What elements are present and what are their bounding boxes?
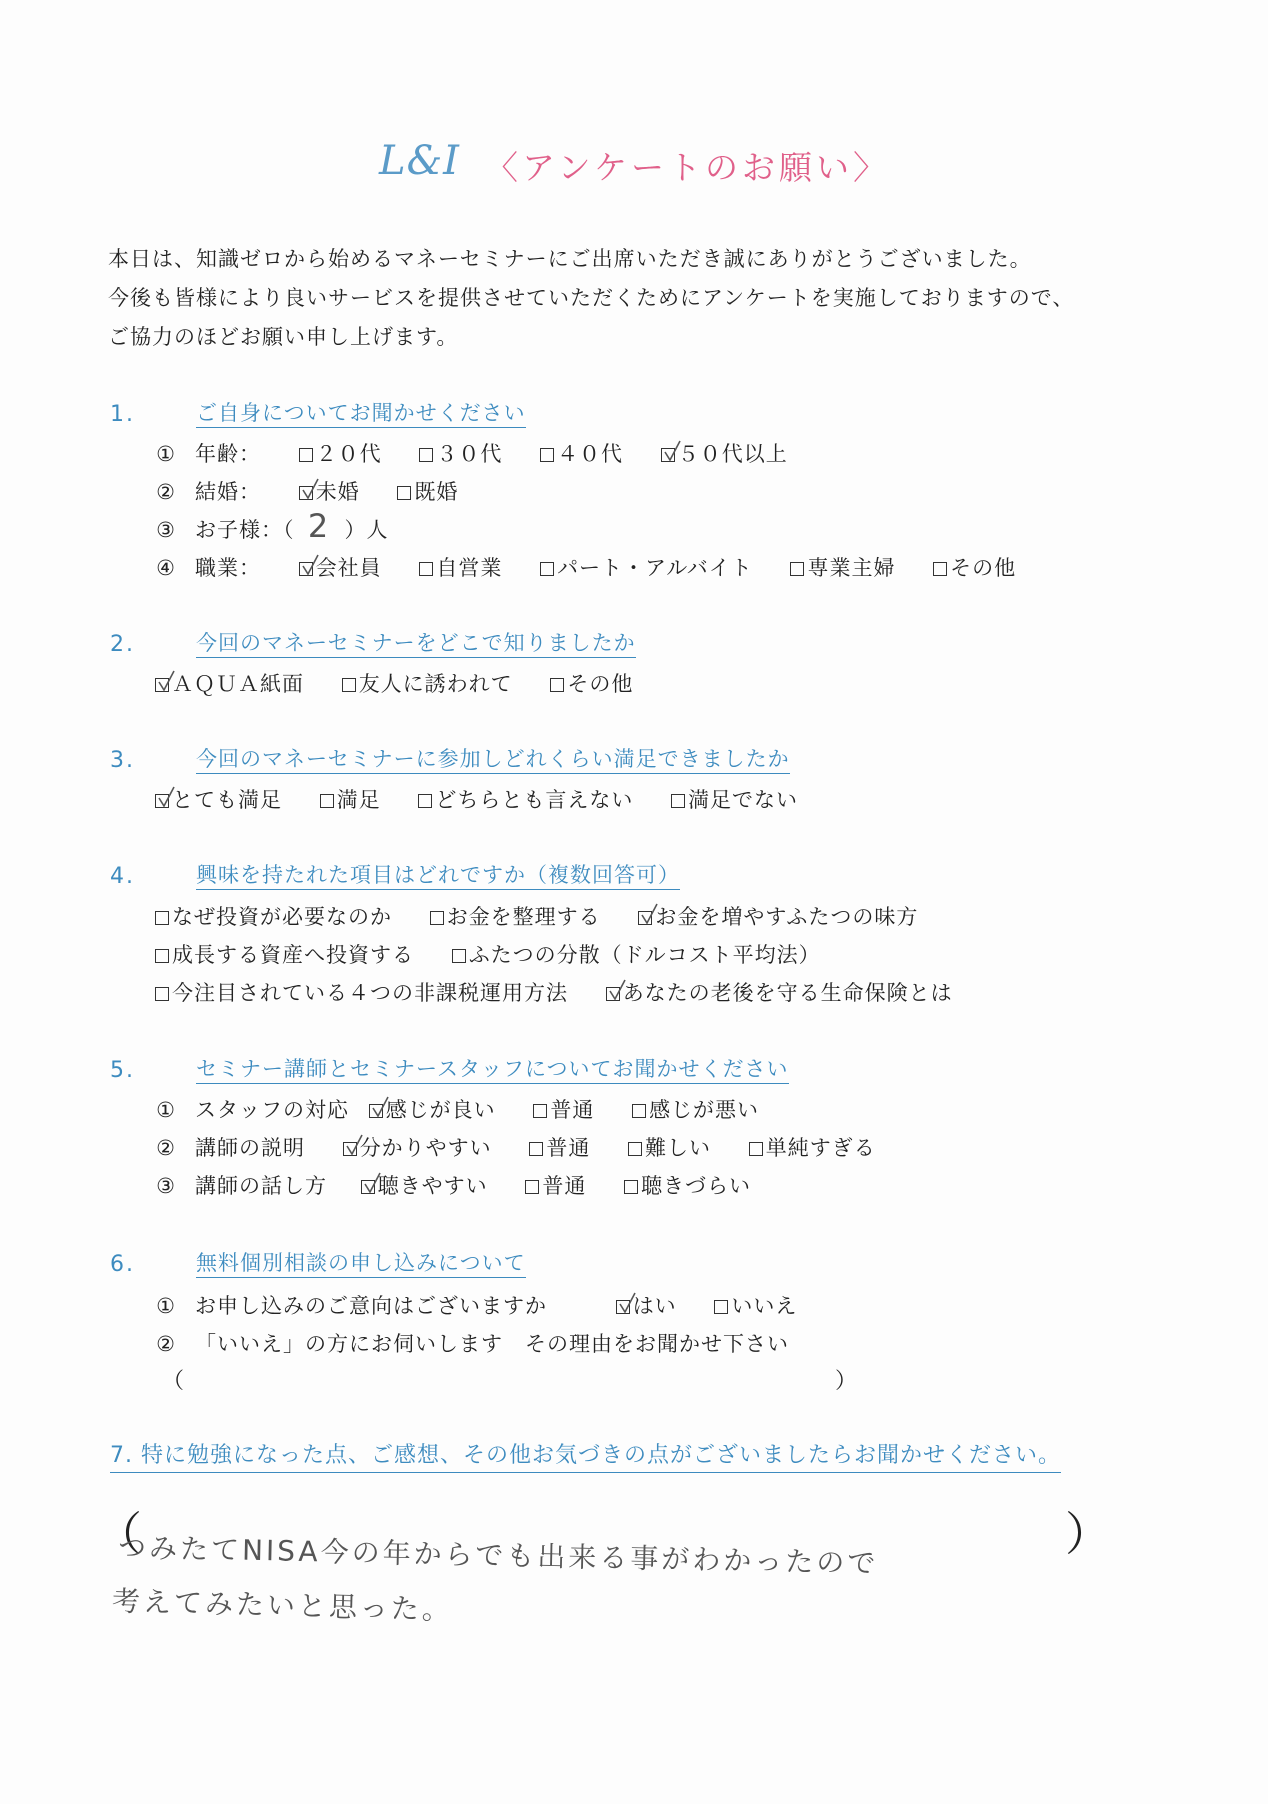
- q5-staff-row: [155, 1094, 789, 1124]
- speak-hard-option[interactable]: 聴きづらい: [624, 1170, 751, 1200]
- not-satisfied-option[interactable]: 満足でない: [671, 784, 798, 814]
- no-option[interactable]: いいえ: [714, 1290, 797, 1320]
- comment-close-paren: ）: [1065, 1507, 1111, 1561]
- intro-line-1: 本日は、知識ゼロから始めるマネーセミナーにご出席いただき誠にありがとうございました。: [108, 247, 1032, 271]
- children-count-field[interactable]: 2: [307, 507, 332, 545]
- reason-label: 「いいえ」の方にお伺いします その理由をお聞かせ下さい: [195, 1332, 789, 1356]
- very-satisfied-option[interactable]: とても満足: [155, 784, 282, 814]
- checkmark-icon: [158, 670, 176, 692]
- q1-number: 1.: [110, 402, 135, 427]
- checkbox-checked[interactable]: [299, 486, 313, 500]
- checkbox[interactable]: [749, 1142, 763, 1156]
- item-number: ②: [156, 1136, 176, 1160]
- speak-clear-option[interactable]: 聴きやすい: [361, 1170, 488, 1200]
- checkmark-icon: [372, 1096, 390, 1118]
- item-number: ②: [156, 480, 176, 504]
- checkbox-checked[interactable]: [155, 678, 169, 692]
- checkbox[interactable]: [155, 987, 169, 1001]
- staff-normal-option[interactable]: 普通: [533, 1094, 594, 1124]
- q7-heading: 7. 特に勉強になった点、ご感想、その他お気づきの点がございましたらお聞かせください。: [110, 1443, 1061, 1473]
- staff-bad-option[interactable]: 感じが悪い: [632, 1094, 759, 1124]
- q5-heading: セミナー講師とセミナースタッフについてお聞かせください: [196, 1056, 789, 1084]
- checkbox[interactable]: [933, 562, 947, 576]
- q6-reason-row: [155, 1328, 789, 1358]
- q3-options-row: [155, 784, 828, 814]
- q4-heading: 興味を持たれた項目はどれですか（複数回答可）: [196, 862, 680, 890]
- q5-number: 5.: [110, 1058, 135, 1083]
- checkbox[interactable]: [632, 1104, 646, 1118]
- job-label: 職業：: [195, 556, 261, 580]
- checkbox[interactable]: [419, 448, 433, 462]
- growth-assets-option[interactable]: 成長する資産へ投資する: [155, 939, 414, 969]
- item-number: ③: [156, 1174, 176, 1198]
- checkmark-icon: [302, 554, 320, 576]
- explain-hard-option[interactable]: 難しい: [628, 1132, 711, 1162]
- checkbox-checked[interactable]: [343, 1142, 357, 1156]
- children-label: お子様：（: [195, 518, 295, 542]
- checkbox[interactable]: [155, 911, 169, 925]
- item-number: ①: [156, 1098, 176, 1122]
- checkbox[interactable]: [397, 486, 411, 500]
- checkbox[interactable]: [525, 1180, 539, 1194]
- q2-options-row: [155, 668, 663, 698]
- intro-line-2: 今後も皆様により良いサービスを提供させていただくためにアンケートを実施しておりますので、: [108, 286, 1075, 310]
- explain-normal-option[interactable]: 普通: [529, 1132, 590, 1162]
- item-number: ①: [156, 442, 176, 466]
- q2-heading: 今回のマネーセミナーをどこで知りましたか: [196, 630, 636, 658]
- checkbox-checked[interactable]: [661, 448, 675, 462]
- part-time-option[interactable]: パート・アルバイト: [540, 552, 753, 582]
- q6-number: 6.: [110, 1252, 135, 1277]
- q4-row-3: [155, 977, 983, 1007]
- reason-open-paren: （: [162, 1369, 185, 1394]
- q1-marriage-row: [155, 476, 488, 506]
- checkbox[interactable]: [452, 949, 466, 963]
- checkbox-checked[interactable]: [638, 911, 652, 925]
- marriage-label: 結婚：: [195, 480, 261, 504]
- age-40s-option[interactable]: ４０代: [540, 438, 623, 468]
- q6-heading: 無料個別相談の申し込みについて: [196, 1250, 526, 1278]
- checkbox[interactable]: [320, 794, 334, 808]
- item-number: ①: [156, 1294, 176, 1318]
- comment-open-paren: （: [96, 1507, 142, 1561]
- q2-other-option[interactable]: その他: [550, 668, 633, 698]
- intro-line-3: ご協力のほどお願い申し上げます。: [108, 325, 459, 349]
- reason-close-paren: ）: [835, 1369, 858, 1394]
- checkmark-icon: [664, 440, 682, 462]
- checkbox[interactable]: [419, 562, 433, 576]
- checkbox-checked[interactable]: [616, 1300, 630, 1314]
- item-number: ③: [156, 518, 176, 542]
- checkbox[interactable]: [714, 1300, 728, 1314]
- job-other-option[interactable]: その他: [933, 552, 1016, 582]
- checkbox-checked[interactable]: [155, 794, 169, 808]
- checkbox[interactable]: [628, 1142, 642, 1156]
- checkmark-icon: [346, 1134, 364, 1156]
- q1-children-row: [155, 507, 389, 545]
- item-number: ④: [156, 556, 176, 580]
- speak-normal-option[interactable]: 普通: [525, 1170, 586, 1200]
- checkmark-icon: [641, 903, 659, 925]
- q5-speak-row: [155, 1170, 781, 1200]
- age-30s-option[interactable]: ３０代: [419, 438, 502, 468]
- q2-number: 2.: [110, 632, 135, 657]
- checkbox-checked[interactable]: [361, 1180, 375, 1194]
- satisfied-option[interactable]: 満足: [320, 784, 381, 814]
- checkbox[interactable]: [299, 448, 313, 462]
- checkmark-icon: [364, 1172, 382, 1194]
- why-invest-option[interactable]: なぜ投資が必要なのか: [155, 901, 392, 931]
- unmarried-option[interactable]: 未婚: [299, 476, 360, 506]
- q1-age-row: [155, 438, 818, 468]
- age-label: 年齢：: [195, 442, 261, 466]
- children-suffix: ）人: [344, 518, 389, 542]
- page-title: 〈アンケートのお願い〉: [485, 148, 891, 187]
- neutral-option[interactable]: どちらとも言えない: [418, 784, 633, 814]
- checkbox-checked[interactable]: [369, 1104, 383, 1118]
- q4-row-1: [155, 901, 948, 931]
- q3-number: 3.: [110, 748, 135, 773]
- checkbox[interactable]: [529, 1142, 543, 1156]
- q1-heading: ご自身についてお聞かせください: [196, 400, 526, 428]
- q1-job-row: [155, 552, 1046, 582]
- logo: L&I: [379, 138, 460, 184]
- grow-money-option[interactable]: お金を増やすふたつの味方: [638, 901, 918, 931]
- checkbox[interactable]: [790, 562, 804, 576]
- q3-heading: 今回のマネーセミナーに参加しどれくらい満足できましたか: [196, 746, 790, 774]
- checkbox[interactable]: [540, 562, 554, 576]
- explain-clear-option[interactable]: 分かりやすい: [343, 1132, 492, 1162]
- reason-input[interactable]: [190, 1362, 830, 1392]
- checkbox[interactable]: [155, 949, 169, 963]
- checkbox[interactable]: [533, 1104, 547, 1118]
- checkbox[interactable]: [430, 911, 444, 925]
- employee-option[interactable]: 会社員: [299, 552, 382, 582]
- yes-option[interactable]: はい: [616, 1290, 677, 1320]
- checkmark-icon: [609, 979, 627, 1001]
- checkbox[interactable]: [418, 794, 432, 808]
- checkbox-checked[interactable]: [299, 562, 313, 576]
- checkbox-checked[interactable]: [606, 987, 620, 1001]
- life-insurance-option[interactable]: あなたの老後を守る生命保険とは: [606, 977, 953, 1007]
- staff-good-option[interactable]: 感じが良い: [369, 1094, 496, 1124]
- aqua-paper-option[interactable]: ＡＱＵＡ紙面: [155, 668, 304, 698]
- q4-row-2: [155, 939, 851, 969]
- intent-label: お申し込みのご意向はございますか: [195, 1294, 547, 1318]
- married-option[interactable]: 既婚: [397, 476, 458, 506]
- q5-explain-row: [155, 1132, 906, 1162]
- age-50s-option[interactable]: ５０代以上: [661, 438, 788, 468]
- explain-simple-option[interactable]: 単純すぎる: [749, 1132, 876, 1162]
- age-20s-option[interactable]: ２０代: [299, 438, 382, 468]
- homemaker-option[interactable]: 専業主婦: [790, 552, 895, 582]
- organize-money-option[interactable]: お金を整理する: [430, 901, 601, 931]
- q4-number: 4.: [110, 864, 135, 889]
- staff-label: スタッフの対応: [195, 1098, 349, 1122]
- friend-invite-option[interactable]: 友人に誘われて: [342, 668, 513, 698]
- checkbox[interactable]: [342, 678, 356, 692]
- checkbox[interactable]: [540, 448, 554, 462]
- tax-free-option[interactable]: 今注目されている４つの非課税運用方法: [155, 977, 568, 1007]
- comment-handwriting-line-1[interactable]: つみたてNISA今の年からでも出来る事がわかったので: [117, 1531, 879, 1580]
- self-employed-option[interactable]: 自営業: [419, 552, 502, 582]
- checkmark-icon: [619, 1292, 637, 1314]
- speak-label: 講師の話し方: [195, 1174, 327, 1198]
- diversification-option[interactable]: ふたつの分散（ドルコスト平均法）: [452, 939, 821, 969]
- checkbox[interactable]: [624, 1180, 638, 1194]
- q6-intent-row: [155, 1290, 827, 1320]
- item-number: ②: [156, 1332, 176, 1356]
- comment-handwriting-line-2[interactable]: 考えてみたいと思った。: [111, 1584, 454, 1627]
- checkmark-icon: [302, 478, 320, 500]
- checkbox[interactable]: [671, 794, 685, 808]
- checkbox[interactable]: [550, 678, 564, 692]
- checkmark-icon: [158, 786, 176, 808]
- explain-label: 講師の説明: [195, 1136, 305, 1160]
